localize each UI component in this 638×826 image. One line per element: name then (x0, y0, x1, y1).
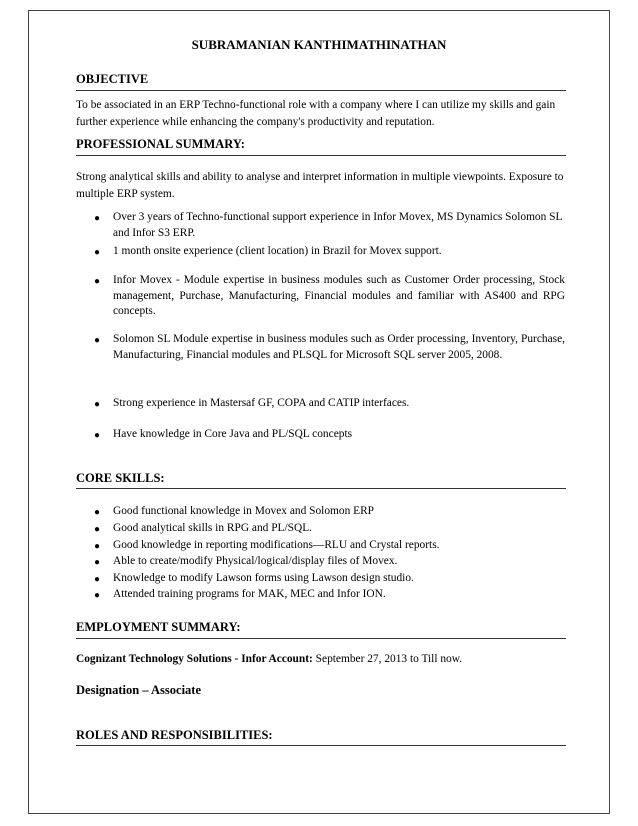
core-skills-rule (76, 488, 566, 489)
employment-summary-heading: EMPLOYMENT SUMMARY: (76, 620, 241, 634)
professional-summary-rule (76, 155, 566, 156)
bullet-icon: ● (94, 541, 101, 552)
summary-item: Strong experience in Mastersaf GF, COPA and CATIP interfaces. (113, 397, 410, 409)
bullet-icon: ● (94, 276, 101, 287)
bullet-icon: ● (94, 557, 101, 568)
employment-period: September 27, 2013 to Till now. (312, 653, 463, 665)
bullet-icon: ● (94, 507, 101, 518)
professional-summary-heading: PROFESSIONAL SUMMARY: (76, 137, 245, 151)
bullet-icon: ● (94, 430, 101, 441)
objective-text: To be associated in an ERP Techno-functional role with a company where I can utilize my skills and gain further experience while enhancing the company's productivity and reputation. (76, 99, 556, 128)
objective-rule (76, 90, 566, 91)
skill-item: Good functional knowledge in Movex and Solomon ERP (113, 505, 375, 517)
bullet-icon: ● (94, 213, 101, 224)
designation: Designation – Associate (76, 683, 201, 697)
summary-item: Have knowledge in Core Java and PL/SQL concepts (113, 428, 353, 440)
bullet-icon: ● (94, 590, 101, 601)
objective-heading: OBJECTIVE (76, 72, 149, 86)
summary-item: Over 3 years of Techno-functional support experience in Infor Movex, MS Dynamics Solomon SL and Infor S3 ERP. (113, 211, 563, 239)
skill-item: Able to create/modify Physical/logical/display files of Movex. (113, 555, 398, 567)
summary-item: Solomon SL Module expertise in business modules such as Order processing, Inventory, Purchase, Manufacturing, Financial modules and PLSQL for Microsoft SQL server 2005, 2008. (113, 333, 565, 361)
roles-rule (76, 745, 566, 746)
skill-item: Attended training programs for MAK, MEC and Infor ION. (113, 588, 386, 600)
skill-item: Good knowledge in reporting modifications—RLU and Crystal reports. (113, 539, 440, 551)
bullet-icon: ● (94, 524, 101, 535)
employment-summary-rule (76, 638, 566, 639)
bullet-icon: ● (94, 399, 101, 410)
summary-item: Infor Movex - Module expertise in business modules such as Customer Order processing, Stock management, Purchase, Manufacturing, Financial modules and familiar with AS400 and RPG concepts. (113, 274, 565, 317)
bullet-icon: ● (94, 335, 101, 346)
skill-item: Good analytical skills in RPG and PL/SQL. (113, 522, 313, 534)
candidate-name: SUBRAMANIAN KANTHIMATHINATHAN (191, 37, 447, 52)
bullet-icon: ● (94, 247, 101, 258)
professional-summary-intro: Strong analytical skills and ability to analyse and interpret information in multiple viewpoints. Exposure to multiple ERP system. (76, 171, 564, 200)
skill-item: Knowledge to modify Lawson forms using Lawson design studio. (113, 572, 414, 584)
summary-item: 1 month onsite experience (client location) in Brazil for Movex support. (113, 245, 442, 257)
employer: Cognizant Technology Solutions - Infor Account: (76, 653, 313, 665)
core-skills-heading: CORE SKILLS: (76, 471, 165, 485)
bullet-icon: ● (94, 574, 101, 585)
roles-heading: ROLES AND RESPONSIBILITIES: (76, 728, 273, 742)
employment-line (76, 651, 566, 668)
